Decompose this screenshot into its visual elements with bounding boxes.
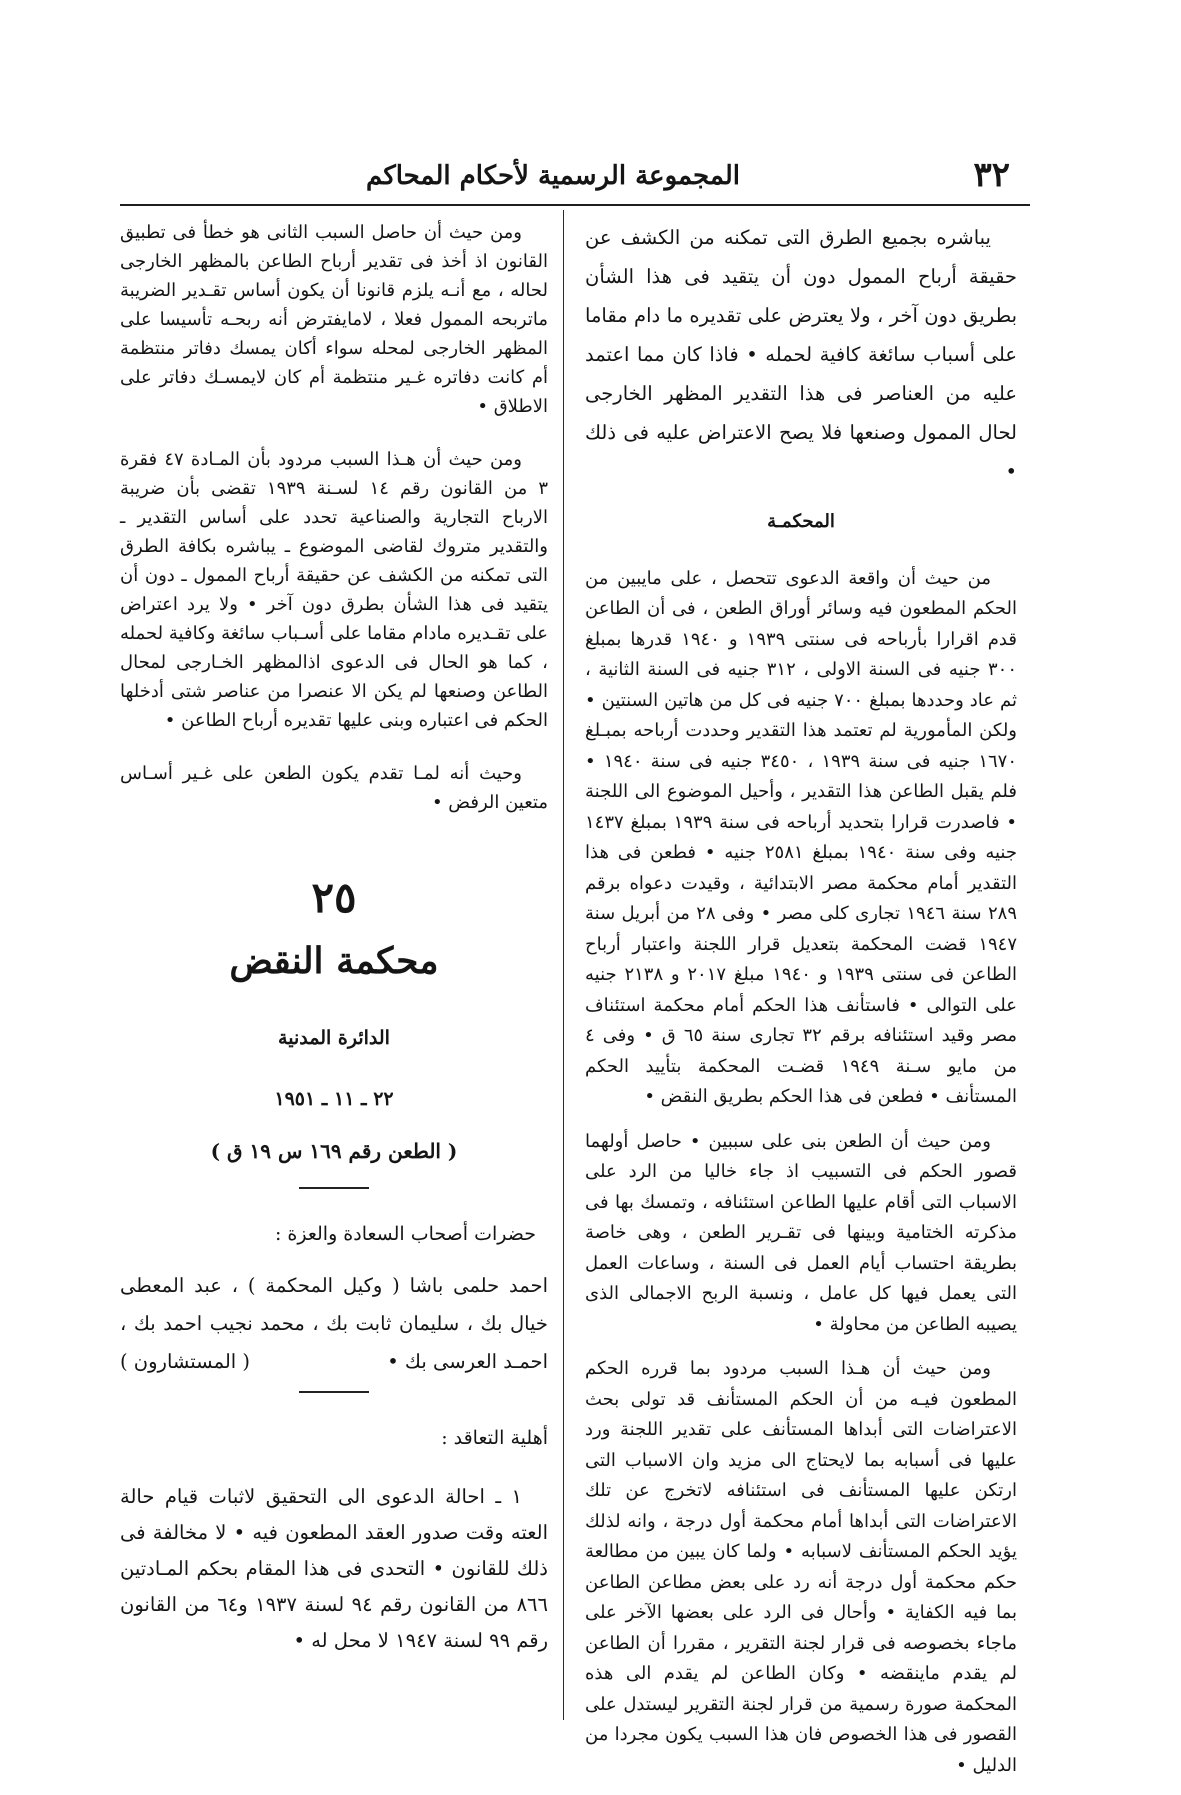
separator-rule <box>299 1391 369 1393</box>
page-number: ٣٢ <box>973 155 1010 195</box>
body-paragraph: ومن حيث أن حاصل السبب الثانى هو خطأ فى تطبيق القانون اذ أخذ فى تقدير أرباح الطاعن بالمظهر الخارجى لحاله ، مع أنـه يلزم قانونا أن يكون أساس تقـدير الضريبة ماتربحه الممول فعلا ، لامايفترض أنه ربحـه تأسيسا على المظهر الخارجى لمحله سواء أكان يمسك دفاتر منتظمة أم كانت دفاتره غـير منتظمة أم كان لايمسـك دفاتر على الاطلاق • <box>120 222 548 417</box>
page-header <box>150 150 1010 202</box>
case-number: ٢٥ <box>311 873 357 922</box>
column-divider <box>563 210 564 1720</box>
body-paragraph: ومن حيث أن هـذا السبب مردود بأن المـادة ٤٧ فقرة ٣ من القانون رقم ١٤ لسـنة ١٩٣٩ تقضى بأن ضريبة الارباح التجارية والصناعية تحدد على أساس التقدير ـ والتقدير متروك لقاضى الموضوع ـ يباشره بكافة الطرق التى تمكنه من الكشف عن حقيقة أرباح الممول ـ دون أن يتقيد فى هذا الشأن بطرق دون آخر • ولا يرد اعتراض على تقـديره مادام مقاما على أسـباب سائغة وكافية لحمله ، كما هو الحال فى الدعوى اذالمظهر الخـارجى لمحال الطاعن وصنعها لم يكن الا عنصرا من عناصر شتى أدخلها الحكم فى اعتباره وبنى عليها تقديره أرباح الطاعن • <box>120 449 549 731</box>
separator-rule <box>299 1187 369 1189</box>
body-paragraph: من حيث أن واقعة الدعوى تتحصل ، على مايبين من الحكم المطعون فيه وسائر أوراق الطعن ، فى أن الطاعن قدم اقرارا بأرباحه فى سنتى ١٩٣٩ و ١٩٤٠ قدرها بمبلغ ٣٠٠ جنيه فى السنة الاولى ، ٣١٢ جنيه فى السنة الثانية ، ثم عاد وحددها بمبلغ ٧٠٠ جنيه فى كل من هاتين السنتين • ولكن المأمورية لم تعتمد هذا التقدير وحددت أرباحه بمبـلغ ١٦٧٠ جنيه فى سنة ١٩٣٩ ، ٣٤٥٠ جنيه فى سنة ١٩٤٠ • فلم يقبل الطاعن هذا التقدير ، وأحيل الموضوع الى اللجنة • فاصدرت قرارا بتحديد أرباحه فى سنة ١٩٣٩ بمبلغ ١٤٣٧ جنيه وفى سنة ١٩٤٠ بمبلغ ٢٥٨١ جنيه • فطعن فى هذا التقدير أمام محكمة مصر الابتدائية ، وقيدت دعواه برقم ٢٨٩ سنة ١٩٤٦ تجارى كلى مصر • وفى ٢٨ من أبريل سنة ١٩٤٧ قضت المحكمة بتعديل قرار اللجنة واعتبار أرباح الطاعن فى سنتى ١٩٣٩ و ١٩٤٠ مبلغ ٢٠١٧ و ٢١٣٨ جنيه على التوالى • فاستأنف هذا الحكم أمام محكمة استئناف مصر وقيد استئنافه برقم ٣٢ تجارى سنة ٦٥ ق • وفى ٤ من مايو سـنة ١٩٤٩ قضـت المحكمة بتأييد الحكم المستأنف • فطعن فى هذا الحكم بطريق النقض • <box>585 567 1018 1107</box>
left-column <box>120 218 548 1673</box>
court-name: محكمة النقض <box>229 940 439 982</box>
panel-members-text: احمد حلمى باشا ( وكيل المحكمة ) ، عبد المعطى خيال بك ، سليمان ثابت بك ، محمد نجيب احمد بك ، احمـد العرسى بك • <box>120 1273 548 1373</box>
circuit-name: الدائرة المدنية <box>278 1027 390 1049</box>
topic-heading: أهلية التعاقد : <box>441 1426 548 1449</box>
body-paragraph: ومن حيث أن الطعن بنى على سببين • حاصل أولهما قصور الحكم فى التسبيب اذ جاء خاليا من الرد على الاسباب التى أقام عليها الطاعن استئنافه ، وتمسك بها فى مذكرته الختامية وبينها فى تقـرير الطعن ، وهى خاصة بطريقة احتساب أيام العمل فى السنة ، وساعات العمل التى يعمل فيها كل عامل ، ونسبة الربح الاجمالى الذى يصيبه الطاعن من محاولة • <box>585 1130 1017 1335</box>
headnote: ١ ـ احالة الدعوى الى التحقيق لاثبات قيام حالة العته وقت صدور العقد المطعون فيه • لا مخالفة فى ذلك للقانون • التحدى فى هذا المقام بحكم المـادتين ٨٦٦ من القانون رقم ٩٤ لسنة ١٩٣٧ و٦٤ من القانون رقم ٩٩ لسنة ١٩٤٧ لا محل له • <box>120 1484 548 1652</box>
section-heading-court: المحكمـة <box>767 511 835 532</box>
panel-role: ( المستشارون ) <box>120 1349 251 1373</box>
running-title: المجموعة الرسمية لأحكام المحاكم <box>366 161 740 191</box>
body-paragraph: ومن حيث أن هـذا السبب مردود بما قرره الحكم المطعون فيـه من أن الحكم المستأنف قد تولى بحث الاعتراضات التى أبداها المستأنف على تقدير اللجنة ورد عليها فى أسبابه بما لايحتاج الى مزيد وان الاسباب التى ارتكن عليها المستأنف فى استئنافه لاتخرج عن تلك الاعتراضات التى أبداها أمام محكمة أول درجة ، وانه لذلك يؤيد الحكم المستأنف لاسبابه • ولما كان يبين من مطالعة حكم محكمة أول درجة أنه رد على بعض مطاعن الطاعن بما فيه الكفاية • وأحال فى الرد على بعضها الآخر على ماجاء بخصوصه فى قرار لجنة التقرير ، مقررا أن الطاعن لم يقدم ماينقضه • وكان الطاعن لم يقدم الى هذه المحكمة صورة رسمية من قرار لجنة التقرير ليستدل على القصور فى هذا الخصوص فان هذا السبب يكون مجردا من الدليل • <box>585 1358 1017 1776</box>
body-paragraph: وحيث أنه لمـا تقدم يكون الطعن على غـير أسـاس متعين الرفض • <box>120 763 548 813</box>
panel-intro: حضرات أصحاب السعادة والعزة : <box>274 1222 536 1245</box>
appeal-reference: ( الطعن رقم ١٦٩ س ١٩ ق ) <box>210 1139 458 1163</box>
right-column <box>585 218 1017 1795</box>
header-divider <box>120 204 1030 206</box>
panel-members <box>120 1267 548 1381</box>
opening-paragraph: يباشره بجميع الطرق التى تمكنه من الكشف عن حقيقة أرباح الممول دون أن يتقيد فى هذا الشأن بطريق دون آخر ، ولا يعترض على تقديره ما دام مقاما على أسباب سائغة كافية لحمله • فاذا كان مما اعتمد عليه من العناصر فى هذا التقدير المظهر الخارجى لحال الممول وصنعها فلا يصح الاعتراض عليه فى ذلك • <box>585 226 1017 483</box>
decision-date: ٢٢ ـ ١١ ـ ١٩٥١ <box>274 1087 394 1110</box>
